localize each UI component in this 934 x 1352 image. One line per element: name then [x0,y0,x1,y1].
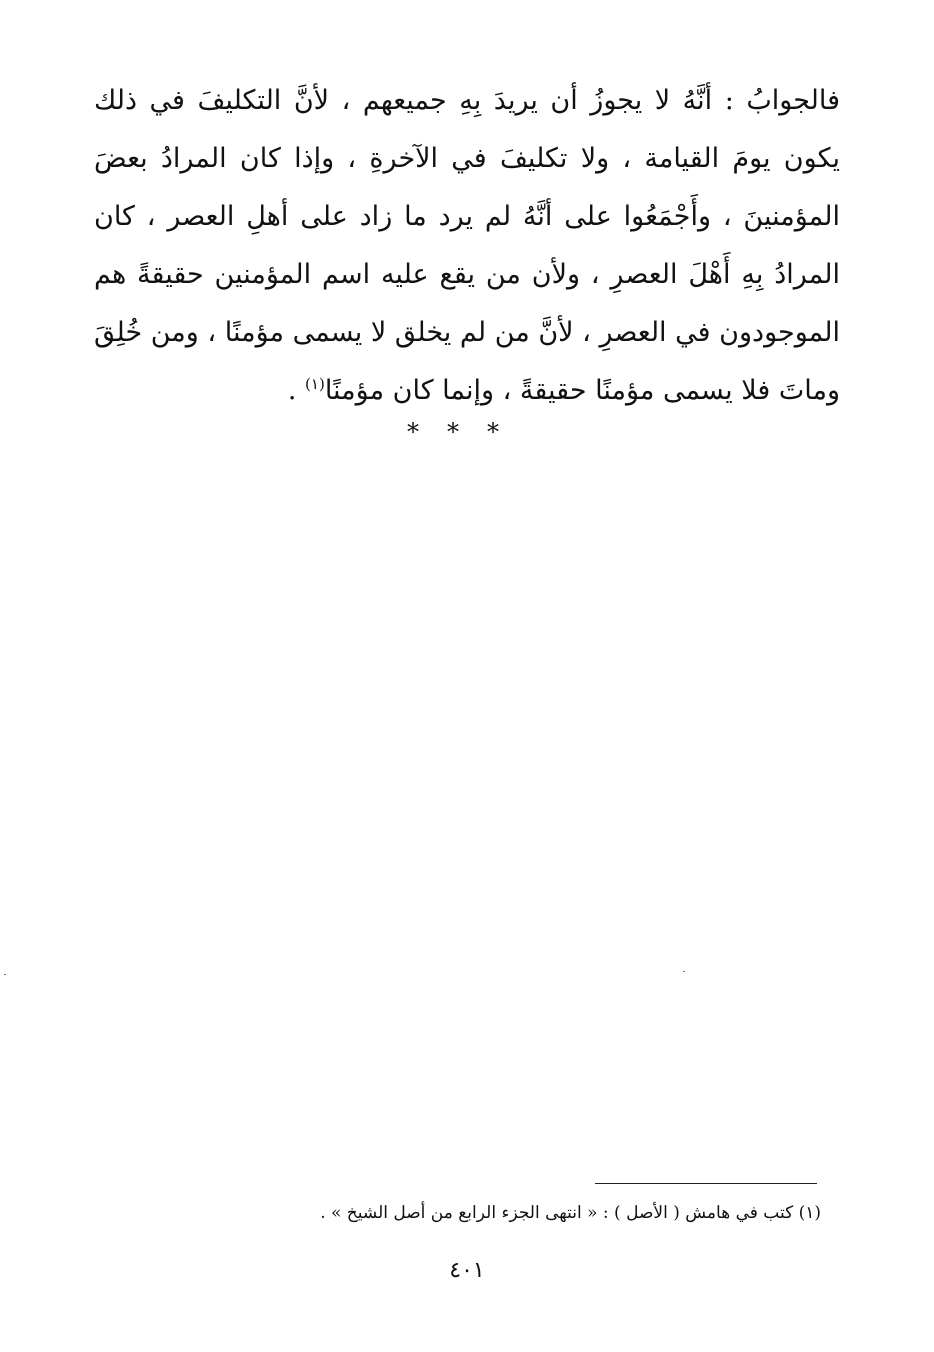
text-line-1: فالجوابُ : أنَّهُ لا يجوزُ أن يريدَ بِهِ جميعهم ، لأنَّ التكليفَ في ذلك [94,85,840,116]
text-line-4: المرادُ بِهِ أَهْلَ العصرِ ، ولأن من يقع عليه اسم المؤمنين حقيقةً هم [94,259,840,290]
footnote-divider [595,1183,817,1184]
asterisk-3: * [487,418,527,446]
scan-speck [4,974,6,975]
asterisk-1: * [407,418,447,446]
footnote: (١) كتب في هامش ( الأصل ) : « انتهى الجزء الرابع من أصل الشيخ » . [320,1203,821,1223]
section-separator [0,418,934,446]
text-line-6-content: وماتَ فلا يسمى مؤمنًا حقيقةً ، وإنما كان مؤمنًا [324,375,840,406]
text-line-6 [94,362,840,420]
end-period: . [287,375,297,406]
text-line-3: المؤمنينَ ، وأَجْمَعُوا على أنَّهُ لم يرد ما زاد على أهلِ العصر ، كان [94,201,840,232]
main-text-block [94,72,840,420]
text-line-5: الموجودون في العصرِ ، لأنَّ من لم يخلق لا يسمى مؤمنًا ، ومن خُلِقَ [94,317,840,348]
text-line-2: يكون يومَ القيامة ، ولا تكليفَ في الآخرةِ ، وإذا كان المرادُ بعضَ [94,143,840,174]
page-number: ٤٠١ [449,1258,485,1283]
asterisk-2: * [447,418,487,446]
footnote-reference: (١) [305,375,325,393]
scan-speck [683,971,685,972]
